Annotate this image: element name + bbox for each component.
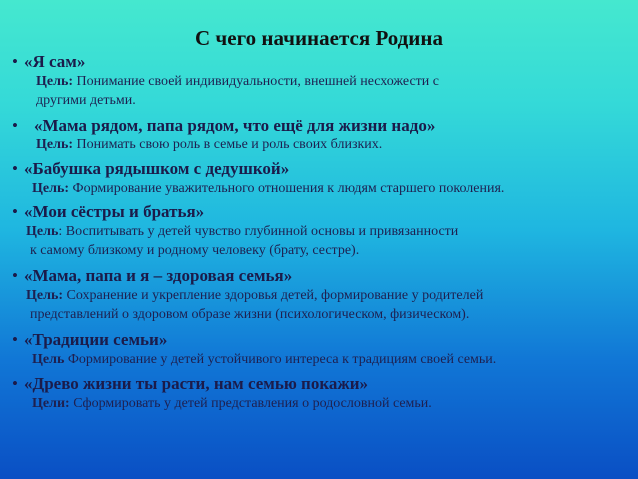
goal-label: Цель: <box>36 137 74 152</box>
goal-text: Формирование у детей устойчивого интереса к традициям своей семьи. <box>67 352 497 367</box>
item-heading: «Древо жизни ты расти, нам семью покажи» <box>24 374 369 393</box>
list-item-heading <box>6 53 632 70</box>
bullet-icon: • <box>12 330 18 349</box>
goal-label: Цель: <box>32 181 70 196</box>
goal-line <box>6 289 632 303</box>
list-item-heading <box>6 203 632 220</box>
goal-line <box>6 94 632 108</box>
slide-title: С чего начинается Родина <box>195 26 443 50</box>
goal-label: Цель: <box>36 74 74 89</box>
goal-line <box>6 353 632 367</box>
goal-text: Формирование уважительного отношения к людям старшего поколения. <box>72 181 505 196</box>
goal-label: Цель: <box>26 288 64 303</box>
bullet-icon: • <box>12 266 18 285</box>
goal-text: Сформировать у детей представления о родословной семьи. <box>73 396 432 411</box>
goal-line <box>6 138 632 152</box>
list-item-heading <box>6 160 632 177</box>
goal-line <box>6 182 632 196</box>
goal-text: Понимать свою роль в семье и роль своих близких. <box>76 137 383 152</box>
list-item-heading <box>6 117 632 134</box>
goal-label: Цель <box>32 352 65 367</box>
goal-label: Цель <box>26 224 59 239</box>
bullet-icon: • <box>12 159 18 178</box>
bullet-icon: • <box>12 116 18 135</box>
bullet-icon: • <box>12 52 18 71</box>
item-heading: «Традиции семьи» <box>24 330 168 349</box>
list-item-heading <box>6 267 632 284</box>
goal-line <box>6 308 632 322</box>
goal-line <box>6 397 632 411</box>
goal-text: представлений о здоровом образе жизни (психологическом, физическом). <box>30 307 470 322</box>
goal-text: Понимание своей индивидуальности, внешней несхожести с <box>76 74 440 89</box>
goal-text: другими детьми. <box>36 93 136 108</box>
list-item-heading <box>6 331 632 348</box>
item-heading: «Мама рядом, папа рядом, что ещё для жизни надо» <box>34 116 436 135</box>
bullet-icon: • <box>12 202 18 221</box>
list-item-heading <box>6 375 632 392</box>
goal-text: Сохранение и укрепление здоровья детей, формирование у родителей <box>66 288 484 303</box>
goal-label: Цели: <box>32 396 70 411</box>
item-heading: «Мама, папа и я – здоровая семья» <box>24 266 293 285</box>
bullet-icon: • <box>12 374 18 393</box>
item-heading: «Бабушка рядышком с дедушкой» <box>24 159 290 178</box>
goal-line <box>6 244 632 258</box>
goal-line <box>6 75 632 89</box>
slide-content <box>6 53 632 411</box>
item-heading: «Я сам» <box>24 52 86 71</box>
goal-line <box>6 225 632 239</box>
item-heading: «Мои сёстры и братья» <box>24 202 205 221</box>
goal-text: к самому близкому и родному человеку (брату, сестре). <box>30 243 360 258</box>
goal-text: : Воспитывать у детей чувство глубинной основы и привязанности <box>58 224 459 239</box>
